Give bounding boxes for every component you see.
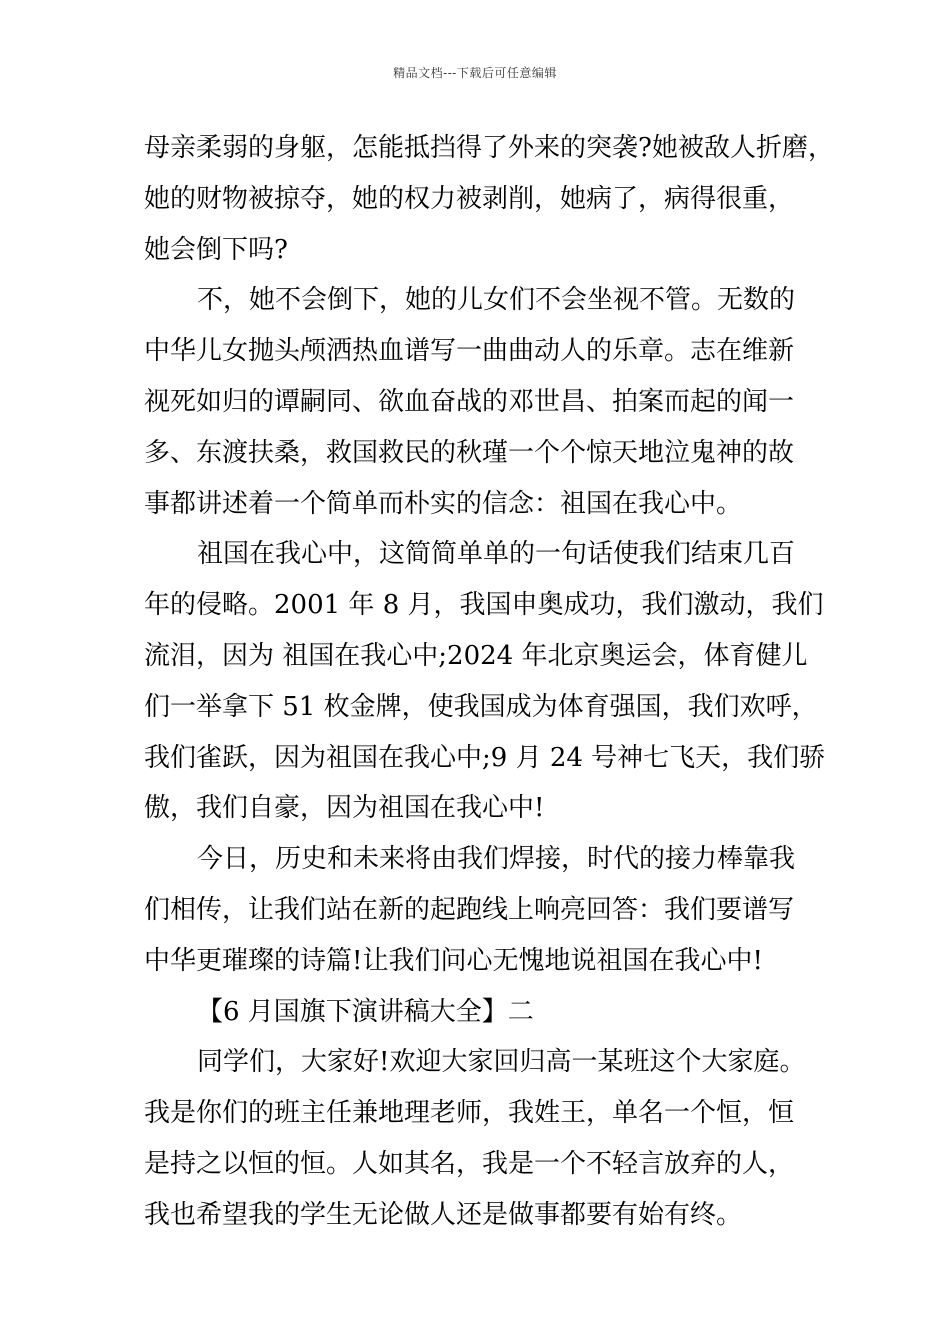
- text-line: 我们雀跃，因为祖国在我心中;9 月 24 号神七飞天，我们骄: [144, 742, 826, 773]
- text-line: 流泪，因为 祖国在我心中;2024 年北京奥运会，体育健儿: [144, 640, 808, 671]
- page-header: 精品文档---下载后可任意编辑: [393, 66, 557, 80]
- text-line: 我也希望我的学生无论做人还是做事都要有始有终。: [144, 1199, 743, 1230]
- text-line: 中华儿女抛头颅洒热血谱写一曲曲动人的乐章。志在维新: [144, 336, 795, 367]
- text-line: 年的侵略。2001 年 8 月，我国申奥成功，我们激动，我们: [144, 590, 824, 621]
- text-line: 她的财物被掠夺，她的权力被剥削，她病了，病得很重，: [144, 183, 795, 214]
- text-line: 们相传，让我们站在新的起跑线上响亮回答：我们要谱写: [144, 894, 795, 925]
- paragraph-start: 祖国在我心中，这简简单单的一句话使我们结束几百: [197, 539, 796, 570]
- paragraph-start: 今日，历史和未来将由我们焊接，时代的接力棒靠我: [197, 844, 796, 875]
- section-heading: 【6 月国旗下演讲稿大全】二: [197, 996, 534, 1027]
- text-line: 傲，我们自豪，因为祖国在我心中!: [144, 793, 545, 824]
- text-line: 中华更璀璨的诗篇!让我们问心无愧地说祖国在我心中!: [144, 945, 763, 976]
- text-line: 母亲柔弱的身躯，怎能抵挡得了外来的突袭?她被敌人折磨，: [144, 133, 834, 163]
- paragraph-start: 不，她不会倒下，她的儿女们不会坐视不管。无数的: [197, 285, 796, 316]
- text-line: 们一举拿下 51 枚金牌，使我国成为体育强国，我们欢呼，: [144, 691, 818, 722]
- text-line: 多、东渡扶桑，救国救民的秋瑾一个个惊天地泣鬼神的故: [144, 437, 795, 468]
- text-line: 视死如归的谭嗣同、欲血奋战的邓世昌、拍案而起的闻一: [144, 386, 795, 417]
- paragraph-start: 同学们，大家好!欢迎大家回归高一某班这个大家庭。: [197, 1047, 806, 1078]
- text-line: 她会倒下吗?: [144, 234, 288, 265]
- text-line: 事都讲述着一个简单而朴实的信念：祖国在我心中。: [144, 488, 743, 519]
- document-body: [144, 123, 834, 1241]
- text-line: 我是你们的班主任兼地理老师，我姓王，单名一个恒，恒: [144, 1098, 795, 1129]
- text-line: 是持之以恒的恒。人如其名，我是一个不轻言放弃的人，: [144, 1148, 795, 1179]
